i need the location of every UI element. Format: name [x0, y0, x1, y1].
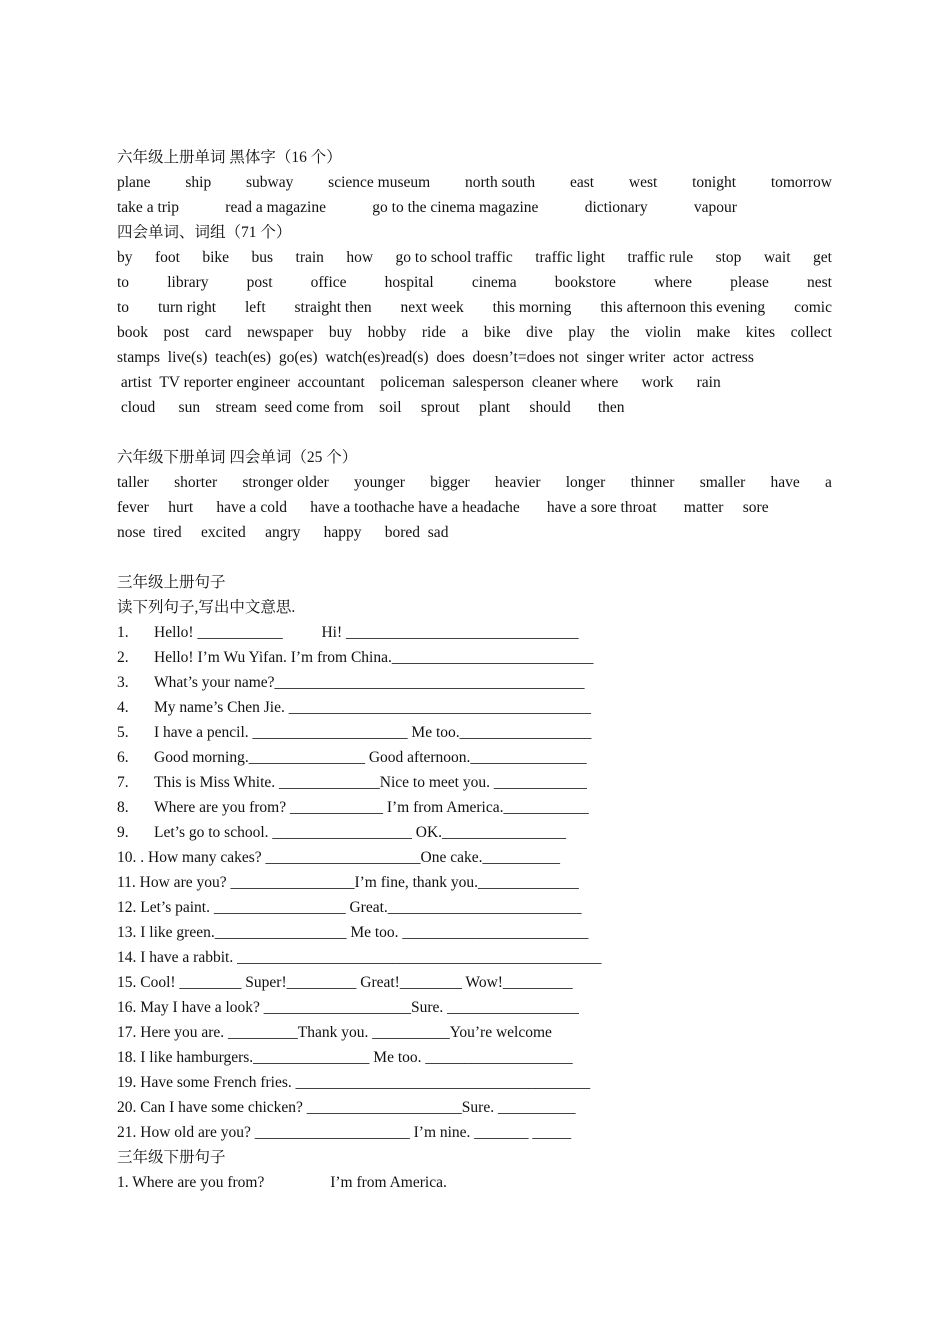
section3-title: 三年级上册句子	[117, 574, 226, 591]
sentence-text: I have a pencil. ____________________ Me too._________________	[154, 724, 592, 741]
sentence-number: 6.	[117, 749, 129, 766]
sentence-text: 20. Can I have some chicken? ____________________Sure. __________	[117, 1099, 576, 1116]
sentence-text: 14. I have a rabbit. _______________________________________________	[117, 949, 602, 966]
word: left	[244, 299, 266, 316]
word: card	[204, 324, 232, 341]
word: a	[825, 474, 832, 491]
word: subway	[246, 174, 294, 191]
word: newspaper	[247, 324, 314, 341]
word: younger	[354, 474, 405, 491]
word: traffic rule	[627, 249, 694, 266]
word: library	[167, 274, 209, 291]
word: stronger older	[242, 474, 329, 491]
word: taller	[117, 474, 149, 491]
sentence-item	[117, 620, 832, 645]
word: plane	[117, 174, 151, 191]
word: heavier	[494, 474, 541, 491]
sentence-item	[117, 870, 832, 895]
sentence-text: 11. How are you? ________________I’m fine, thank you._____________	[117, 874, 579, 891]
section1-words-row	[117, 295, 832, 320]
word: wait	[763, 249, 791, 266]
word: foot	[154, 249, 180, 266]
sentence-text: Where are you from? ____________ I’m from America.___________	[154, 799, 589, 816]
word: a	[461, 324, 469, 341]
word: office	[310, 274, 347, 291]
sentence-number: 8.	[117, 799, 129, 816]
sentence-item	[117, 995, 832, 1020]
sentence-item	[117, 945, 832, 970]
sentence-number: 5.	[117, 724, 129, 741]
sentence-item	[117, 645, 832, 670]
sentence-text: Hello! ___________ Hi! ______________________________	[154, 624, 579, 641]
sentence-item	[117, 695, 832, 720]
word: kites	[745, 324, 776, 341]
word: get	[813, 249, 832, 266]
sentence-text: 17. Here you are. _________Thank you. __________You’re welcome	[117, 1024, 552, 1041]
section1-words-row: stamps live(s) teach(es) go(es) watch(es)read(s) does doesn’t=does not singer writer actor actress	[117, 349, 754, 366]
sentence-item	[117, 845, 832, 870]
word: north south	[464, 174, 536, 191]
section4-sentence: 1. Where are you from? I’m from America.	[117, 1174, 447, 1191]
word: please	[730, 274, 769, 291]
word: this afternoon this evening	[600, 299, 766, 316]
section2-words-row: nose tired excited angry happy bored sad	[117, 524, 449, 541]
word: tomorrow	[770, 174, 832, 191]
document-content	[117, 145, 832, 1195]
word: nest	[806, 274, 832, 291]
word: thinner	[630, 474, 675, 491]
word: where	[654, 274, 692, 291]
word: bike	[483, 324, 511, 341]
word: the	[610, 324, 630, 341]
word: go to school traffic	[395, 249, 513, 266]
word: shorter	[174, 474, 218, 491]
sentence-item	[117, 770, 832, 795]
word: straight then	[294, 299, 372, 316]
word: buy	[328, 324, 353, 341]
word: stop	[715, 249, 742, 266]
sentence-item	[117, 895, 832, 920]
word: vapour	[693, 199, 737, 216]
sentence-item	[117, 820, 832, 845]
sentence-number: 2.	[117, 649, 129, 666]
section2-title: 六年级下册单词 四会单词（25 个）	[117, 449, 358, 466]
word: go to the cinema magazine	[372, 199, 539, 216]
section4-title: 三年级下册句子	[117, 1149, 226, 1166]
sentence-text: 19. Have some French fries. ______________________________________	[117, 1074, 591, 1091]
word: ship	[185, 174, 212, 191]
word: post	[246, 274, 273, 291]
sentence-item	[117, 1120, 832, 1145]
sentence-item	[117, 745, 832, 770]
sentence-item	[117, 1070, 832, 1095]
section1-subtitle: 四会单词、词组（71 个）	[117, 224, 292, 241]
word: cinema	[471, 274, 517, 291]
word: by	[117, 249, 133, 266]
word: traffic light	[535, 249, 606, 266]
section2-words-row	[117, 470, 832, 495]
sentence-text: 10. . How many cakes? ____________________One cake.__________	[117, 849, 560, 866]
word: science museum	[328, 174, 431, 191]
sentence-text: What’s your name?________________________________________	[154, 674, 585, 691]
sentence-item	[117, 795, 832, 820]
sentence-number: 1.	[117, 624, 129, 641]
word: to	[117, 274, 130, 291]
word: collect	[790, 324, 832, 341]
word: hobby	[367, 324, 407, 341]
word: to	[117, 299, 130, 316]
word: next week	[400, 299, 464, 316]
word: play	[568, 324, 596, 341]
word: make	[696, 324, 731, 341]
section1-row1	[117, 170, 832, 195]
word: take a trip	[117, 199, 179, 216]
word: dictionary	[584, 199, 648, 216]
sentence-item	[117, 1095, 832, 1120]
sentence-text: 12. Let’s paint. _________________ Great._________________________	[117, 899, 582, 916]
sentence-text: Let’s go to school. __________________ OK.________________	[154, 824, 567, 841]
sentence-item	[117, 1020, 832, 1045]
word: comic	[794, 299, 832, 316]
word: train	[295, 249, 324, 266]
section1-words-row: cloud sun stream seed come from soil sprout plant should then	[117, 399, 625, 416]
word: turn right	[157, 299, 217, 316]
word: hospital	[384, 274, 434, 291]
word: east	[569, 174, 595, 191]
sentence-text: Good morning._______________ Good afternoon._______________	[154, 749, 587, 766]
section3-instruction: 读下列句子,写出中文意思.	[117, 599, 296, 616]
sentence-item	[117, 970, 832, 995]
word: violin	[644, 324, 682, 341]
word: bus	[251, 249, 274, 266]
section1-row2	[117, 195, 832, 220]
word: dive	[526, 324, 553, 341]
word: bigger	[430, 474, 470, 491]
word: west	[628, 174, 658, 191]
sentence-number: 3.	[117, 674, 129, 691]
sentence-item	[117, 1045, 832, 1070]
word: have	[770, 474, 800, 491]
sentence-number: 4.	[117, 699, 129, 716]
word: longer	[565, 474, 606, 491]
sentence-item	[117, 670, 832, 695]
sentence-number: 7.	[117, 774, 129, 791]
sentence-text: This is Miss White. _____________Nice to meet you. ____________	[154, 774, 587, 791]
sentence-text: Hello! I’m Wu Yifan. I’m from China.__________________________	[154, 649, 594, 666]
word: how	[346, 249, 374, 266]
sentence-text: 15. Cool! ________ Super!_________ Great!________ Wow!_________	[117, 974, 573, 991]
word: tonight	[692, 174, 737, 191]
section2-words-row: fever hurt have a cold have a toothache have a headache have a sore throat matter sore	[117, 499, 769, 516]
word: bookstore	[554, 274, 616, 291]
word: ride	[421, 324, 446, 341]
sentence-text: 13. I like green._________________ Me too. ________________________	[117, 924, 589, 941]
section1-title: 六年级上册单词 黑体字（16 个）	[117, 149, 342, 166]
sentence-item	[117, 920, 832, 945]
sentence-text: 18. I like hamburgers._______________ Me too. ___________________	[117, 1049, 573, 1066]
sentence-number: 9.	[117, 824, 129, 841]
word: book	[117, 324, 148, 341]
sentence-text: 21. How old are you? ____________________ I’m nine. _______ _____	[117, 1124, 572, 1141]
section1-words-row	[117, 270, 832, 295]
word: post	[163, 324, 190, 341]
word: read a magazine	[225, 199, 326, 216]
sentence-text: 16. May I have a look? ___________________Sure. _________________	[117, 999, 579, 1016]
sentence-text: My name’s Chen Jie. _______________________________________	[154, 699, 591, 716]
word: this morning	[492, 299, 572, 316]
sentence-item	[117, 720, 832, 745]
word: bike	[202, 249, 230, 266]
sentence-list	[117, 620, 832, 1145]
section1-words-row	[117, 245, 832, 270]
word: smaller	[699, 474, 746, 491]
section1-words-row	[117, 320, 832, 345]
section1-words-row: artist TV reporter engineer accountant policeman salesperson cleaner where work rain	[117, 374, 721, 391]
